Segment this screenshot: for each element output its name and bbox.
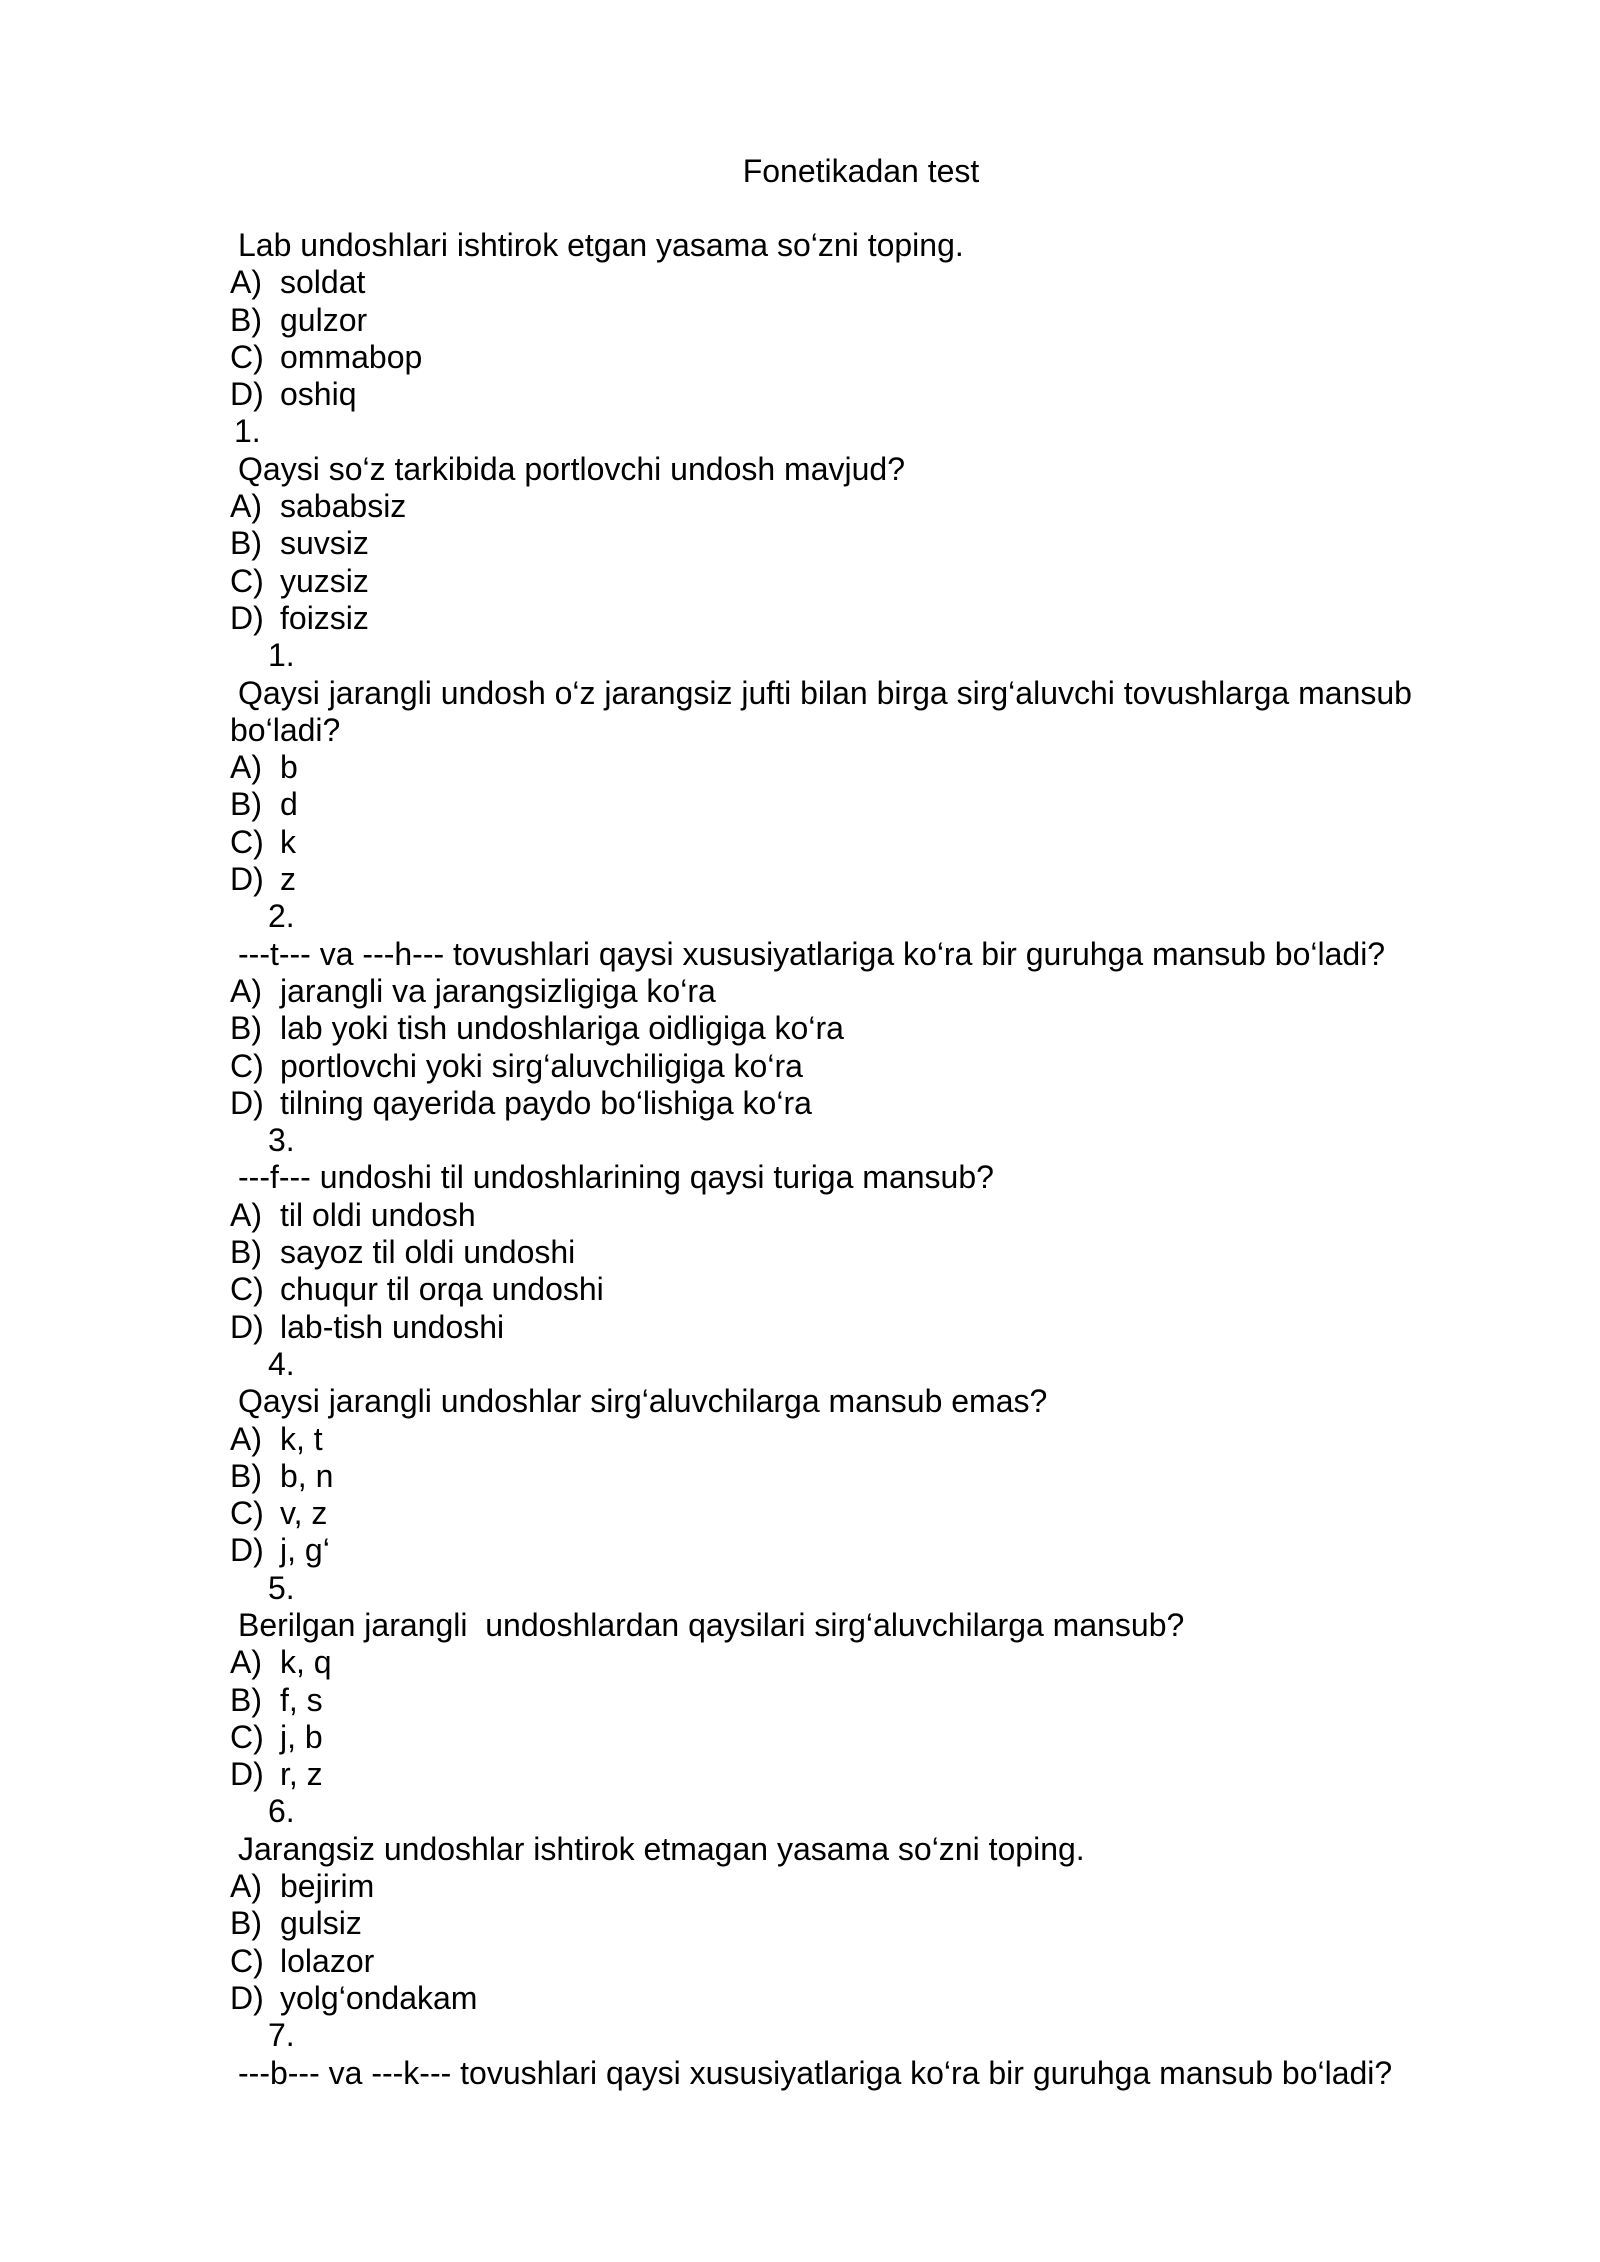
question-number: 4.	[268, 1345, 295, 1382]
option-text: k, t	[280, 1420, 323, 1457]
option-letter: B)	[230, 525, 262, 562]
answer-option	[230, 1980, 1430, 2017]
answer-option	[230, 376, 1430, 413]
answer-option	[230, 600, 1430, 637]
answer-option	[230, 1644, 1430, 1681]
option-text: k	[280, 823, 296, 860]
question-text: Lab undoshlari ishtirok etgan yasama so‘zni toping.	[238, 227, 964, 263]
question-number: 1.	[268, 637, 295, 674]
answer-option	[230, 525, 1430, 562]
option-text: til oldi undosh	[280, 1196, 476, 1233]
option-letter: B)	[230, 301, 262, 338]
option-letter: B)	[230, 1010, 262, 1047]
page-title: Fonetikadan test	[742, 153, 980, 189]
answer-option	[230, 786, 1430, 823]
question-text: Jarangsiz undoshlar ishtirok etmagan yasama so‘zni toping.	[238, 1830, 1085, 1867]
option-text: yolg‘ondakam	[280, 1979, 478, 2016]
question-text-continued: bo‘ladi?	[230, 711, 341, 748]
option-letter: B)	[230, 1905, 262, 1942]
option-text: f, s	[280, 1681, 323, 1718]
option-letter: D)	[230, 1979, 264, 2016]
option-letter: A)	[230, 488, 262, 525]
option-text: b, n	[280, 1457, 334, 1494]
option-letter: D)	[230, 1084, 264, 1121]
answer-option	[230, 1868, 1430, 1905]
option-letter: A)	[230, 1644, 262, 1681]
option-letter: A)	[230, 1420, 262, 1457]
option-letter: C)	[230, 1942, 264, 1979]
answer-option	[230, 1495, 1430, 1532]
option-text: lab yoki tish undoshlariga oidligiga ko‘ra	[280, 1010, 844, 1047]
option-text: z	[280, 861, 296, 898]
option-text: ommabop	[280, 338, 423, 375]
option-letter: B)	[230, 1681, 262, 1718]
question-number: 2.	[268, 898, 295, 935]
option-text: yuzsiz	[280, 562, 369, 599]
question-text: Qaysi jarangli undosh o‘z jarangsiz jufti bilan birga sirg‘aluvchi tovushlarga mansub	[238, 674, 1412, 711]
option-letter: D)	[230, 1532, 264, 1569]
option-text: suvsiz	[280, 525, 369, 562]
option-letter: A)	[230, 264, 262, 301]
option-letter: D)	[230, 1756, 264, 1793]
option-text: tilning qayerida paydo bo‘lishiga ko‘ra	[280, 1084, 812, 1121]
option-letter: B)	[230, 1457, 262, 1494]
question-number: 3.	[268, 1122, 295, 1159]
answer-option	[230, 339, 1430, 376]
option-text: foizsiz	[280, 599, 369, 636]
question-text: Berilgan jarangli undoshlardan qaysilari sirg‘aluvchilarga mansub?	[238, 1606, 1185, 1643]
answer-option	[230, 1943, 1430, 1980]
question-number: 1.	[234, 413, 261, 450]
option-letter: D)	[230, 599, 264, 636]
answer-option	[230, 1905, 1430, 1942]
option-text: lolazor	[280, 1942, 375, 1979]
question-text: ---f--- undoshi til undoshlarining qaysi turiga mansub?	[238, 1159, 994, 1196]
option-letter: D)	[230, 1308, 264, 1345]
option-letter: C)	[230, 1271, 264, 1308]
option-text: jarangli va jarangsizligiga ko‘ra	[280, 972, 716, 1009]
answer-option	[230, 1719, 1430, 1756]
option-text: soldat	[280, 264, 366, 301]
option-text: bejirim	[280, 1868, 375, 1905]
option-letter: D)	[230, 376, 264, 413]
answer-option	[230, 1010, 1430, 1047]
answer-option	[230, 563, 1430, 600]
answer-option	[230, 302, 1430, 339]
option-letter: A)	[230, 749, 262, 786]
option-letter: C)	[230, 562, 264, 599]
answer-option	[230, 973, 1430, 1010]
option-text: chuqur til orqa undoshi	[280, 1271, 604, 1308]
option-letter: A)	[230, 972, 262, 1009]
option-text: d	[280, 786, 298, 823]
test-body	[230, 227, 1430, 2092]
option-text: sababsiz	[280, 488, 407, 525]
option-text: j, b	[280, 1718, 323, 1755]
option-text: oshiq	[280, 376, 357, 413]
answer-option	[230, 1756, 1430, 1793]
question-text: ---b--- va ---k--- tovushlari qaysi xususiyatlariga ko‘ra bir guruhga mansub bo‘ladi?	[238, 2054, 1393, 2091]
option-text: b	[280, 749, 298, 786]
question-number: 5.	[268, 1569, 295, 1606]
option-text: lab-tish undoshi	[280, 1308, 505, 1345]
option-text: portlovchi yoki sirg‘aluvchiligiga ko‘ra	[280, 1047, 803, 1084]
answer-option	[230, 1421, 1430, 1458]
option-text: j, g‘	[280, 1532, 330, 1569]
option-letter: C)	[230, 1718, 264, 1755]
option-text: r, z	[280, 1756, 323, 1793]
option-letter: C)	[230, 1047, 264, 1084]
option-letter: C)	[230, 1495, 264, 1532]
option-text: gulsiz	[280, 1905, 362, 1942]
question-number: 7.	[268, 2017, 295, 2054]
option-letter: C)	[230, 823, 264, 860]
answer-option	[230, 264, 1430, 301]
option-text: k, q	[280, 1644, 332, 1681]
answer-option	[230, 1458, 1430, 1495]
answer-option	[230, 1197, 1430, 1234]
answer-option	[230, 861, 1430, 898]
answer-option	[230, 1085, 1430, 1122]
answer-option	[230, 1532, 1430, 1569]
option-letter: B)	[230, 1234, 262, 1271]
answer-option	[230, 749, 1430, 786]
question-text: Qaysi jarangli undoshlar sirg‘aluvchilarga mansub emas?	[238, 1383, 1048, 1420]
option-letter: C)	[230, 338, 264, 375]
answer-option	[230, 1682, 1430, 1719]
question-text: ---t--- va ---h--- tovushlari qaysi xususiyatlariga ko‘ra bir guruhga mansub bo‘ladi?	[238, 935, 1386, 972]
answer-option	[230, 1309, 1430, 1346]
option-letter: A)	[230, 1868, 262, 1905]
option-letter: D)	[230, 861, 264, 898]
question-text: Qaysi so‘z tarkibida portlovchi undosh mavjud?	[238, 450, 905, 487]
option-text: v, z	[280, 1495, 328, 1532]
answer-option	[230, 1271, 1430, 1308]
option-text: sayoz til oldi undoshi	[280, 1234, 576, 1271]
answer-option	[230, 824, 1430, 861]
option-letter: A)	[230, 1196, 262, 1233]
question-number: 6.	[268, 1793, 295, 1830]
answer-option	[230, 488, 1430, 525]
option-text: gulzor	[280, 301, 368, 338]
answer-option	[230, 1048, 1430, 1085]
option-letter: B)	[230, 786, 262, 823]
answer-option	[230, 1234, 1430, 1271]
